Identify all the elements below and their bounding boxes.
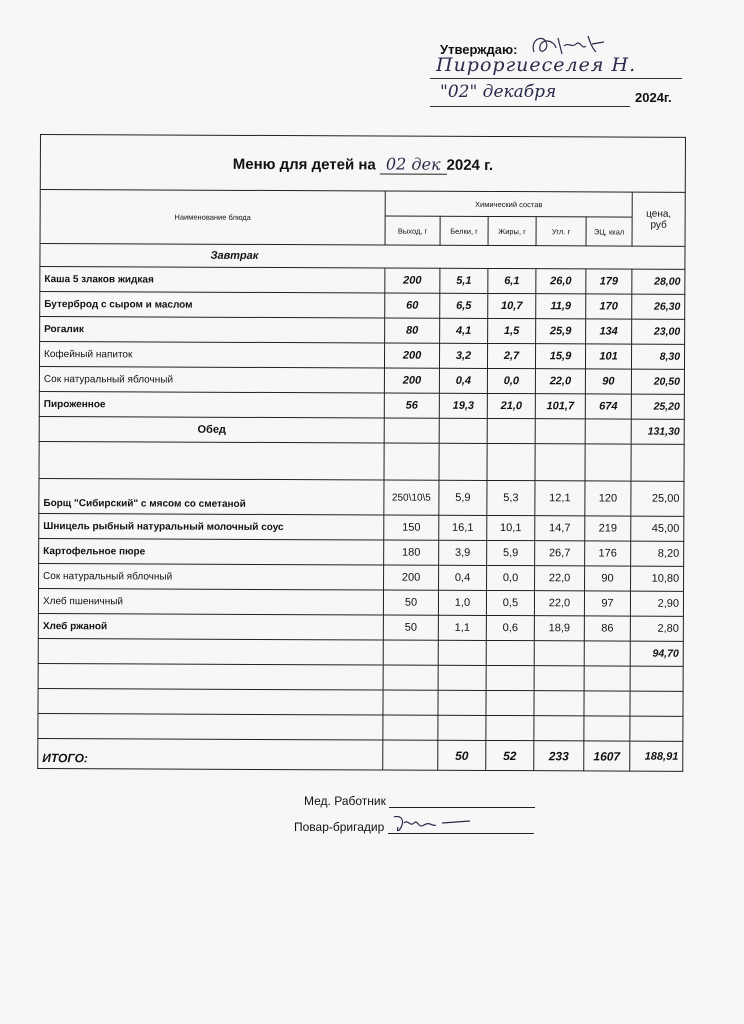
chef-signature: [390, 813, 480, 837]
table-row: Каша 5 злаков жидкая 200 5,1 6,1 26,0 179 28,00: [40, 267, 685, 295]
breakfast-label: Завтрак: [40, 244, 685, 270]
total-energy: 1607: [584, 741, 630, 771]
carbs-header: Угл. г: [536, 217, 586, 246]
chem-composition-header: Химический состав: [385, 191, 632, 217]
empty-row: [38, 663, 683, 691]
total-price: 188,91: [630, 741, 683, 771]
breakfast-subtotal: 131,30: [631, 419, 684, 444]
title-row: [40, 135, 685, 193]
protein-header: Белки, г: [440, 216, 488, 245]
table-row: Рогалик 80 4,1 1,5 25,9 134 23,00: [40, 317, 685, 345]
table-row: Шницель рыбный натуральный молочный соус 150 16,1 10,1 14,7 219 45,00: [39, 513, 684, 541]
approval-date-line: [430, 106, 630, 107]
empty-row: [39, 441, 684, 481]
table-row: Сок натуральный яблочный 200 0,4 0,0 22,0 90 20,50: [39, 366, 684, 394]
table-row: Хлеб пшеничный 50 1,0 0,5 22,0 97 2,90: [38, 588, 683, 616]
empty-row: [38, 713, 683, 741]
menu-table-wrapper: [37, 134, 685, 789]
fat-header: Жиры, г: [488, 216, 536, 245]
lunch-label: Обед: [39, 416, 384, 443]
energy-header: ЭЦ, ккал: [586, 217, 632, 246]
lunch-section-row: [39, 416, 684, 444]
table-row: Хлеб ржаной 50 1,1 0,6 18,9 86 2,80: [38, 613, 683, 641]
total-fat: 52: [486, 740, 534, 770]
approver-name-handwritten: Пироргиеселея Н.: [436, 54, 637, 76]
table-row: Картофельное пюре 180 3,9 5,9 26,7 176 8,20: [39, 538, 684, 566]
med-worker-label: Мед. Работник: [304, 794, 386, 808]
dish-name-header: Наименование блюда: [40, 190, 385, 246]
total-carbs: 233: [534, 741, 584, 771]
table-row: Борщ "Сибирский" с мясом со сметаной 250\10\5 5,9 5,3 12,1 120 25,00: [39, 478, 684, 516]
menu-title: Меню для детей на 02 дек 2024 г.: [40, 135, 685, 193]
table-row: Сок натуральный яблочный 200 0,4 0,0 22,0 90 10,80: [39, 563, 684, 591]
approval-year: 2024г.: [635, 90, 672, 105]
breakfast-section-row: [40, 244, 685, 270]
table-row: Пироженное 56 19,3 21,0 101,7 674 25,20: [39, 391, 684, 419]
chef-line: [294, 820, 534, 834]
total-row: [38, 738, 683, 771]
table-row: Кофейный напиток 200 3,2 2,7 15,9 101 8,30: [39, 342, 684, 370]
approval-block: [430, 38, 690, 108]
title-date-handwritten: 02 дек: [380, 154, 447, 174]
med-worker-line: [304, 794, 535, 808]
total-label: ИТОГО:: [38, 738, 383, 770]
approval-line: [430, 78, 682, 79]
chef-label: Повар-бригадир: [294, 820, 385, 834]
lunch-subtotal: 94,70: [630, 641, 683, 666]
table-row: Бутерброд с сыром и маслом 60 6,5 10,7 11,9 170 26,30: [40, 292, 685, 320]
yield-header: Выход, г: [385, 216, 440, 245]
empty-row: [38, 688, 683, 716]
total-protein: 50: [438, 740, 486, 770]
header-row-1: [40, 190, 685, 218]
approval-date-handwritten: "02" декабря: [440, 82, 557, 102]
lunch-subtotal-row: [38, 638, 683, 666]
menu-table: [37, 134, 686, 772]
price-header: цена, руб: [632, 192, 685, 246]
approval-label: Утверждаю:: [440, 42, 518, 57]
